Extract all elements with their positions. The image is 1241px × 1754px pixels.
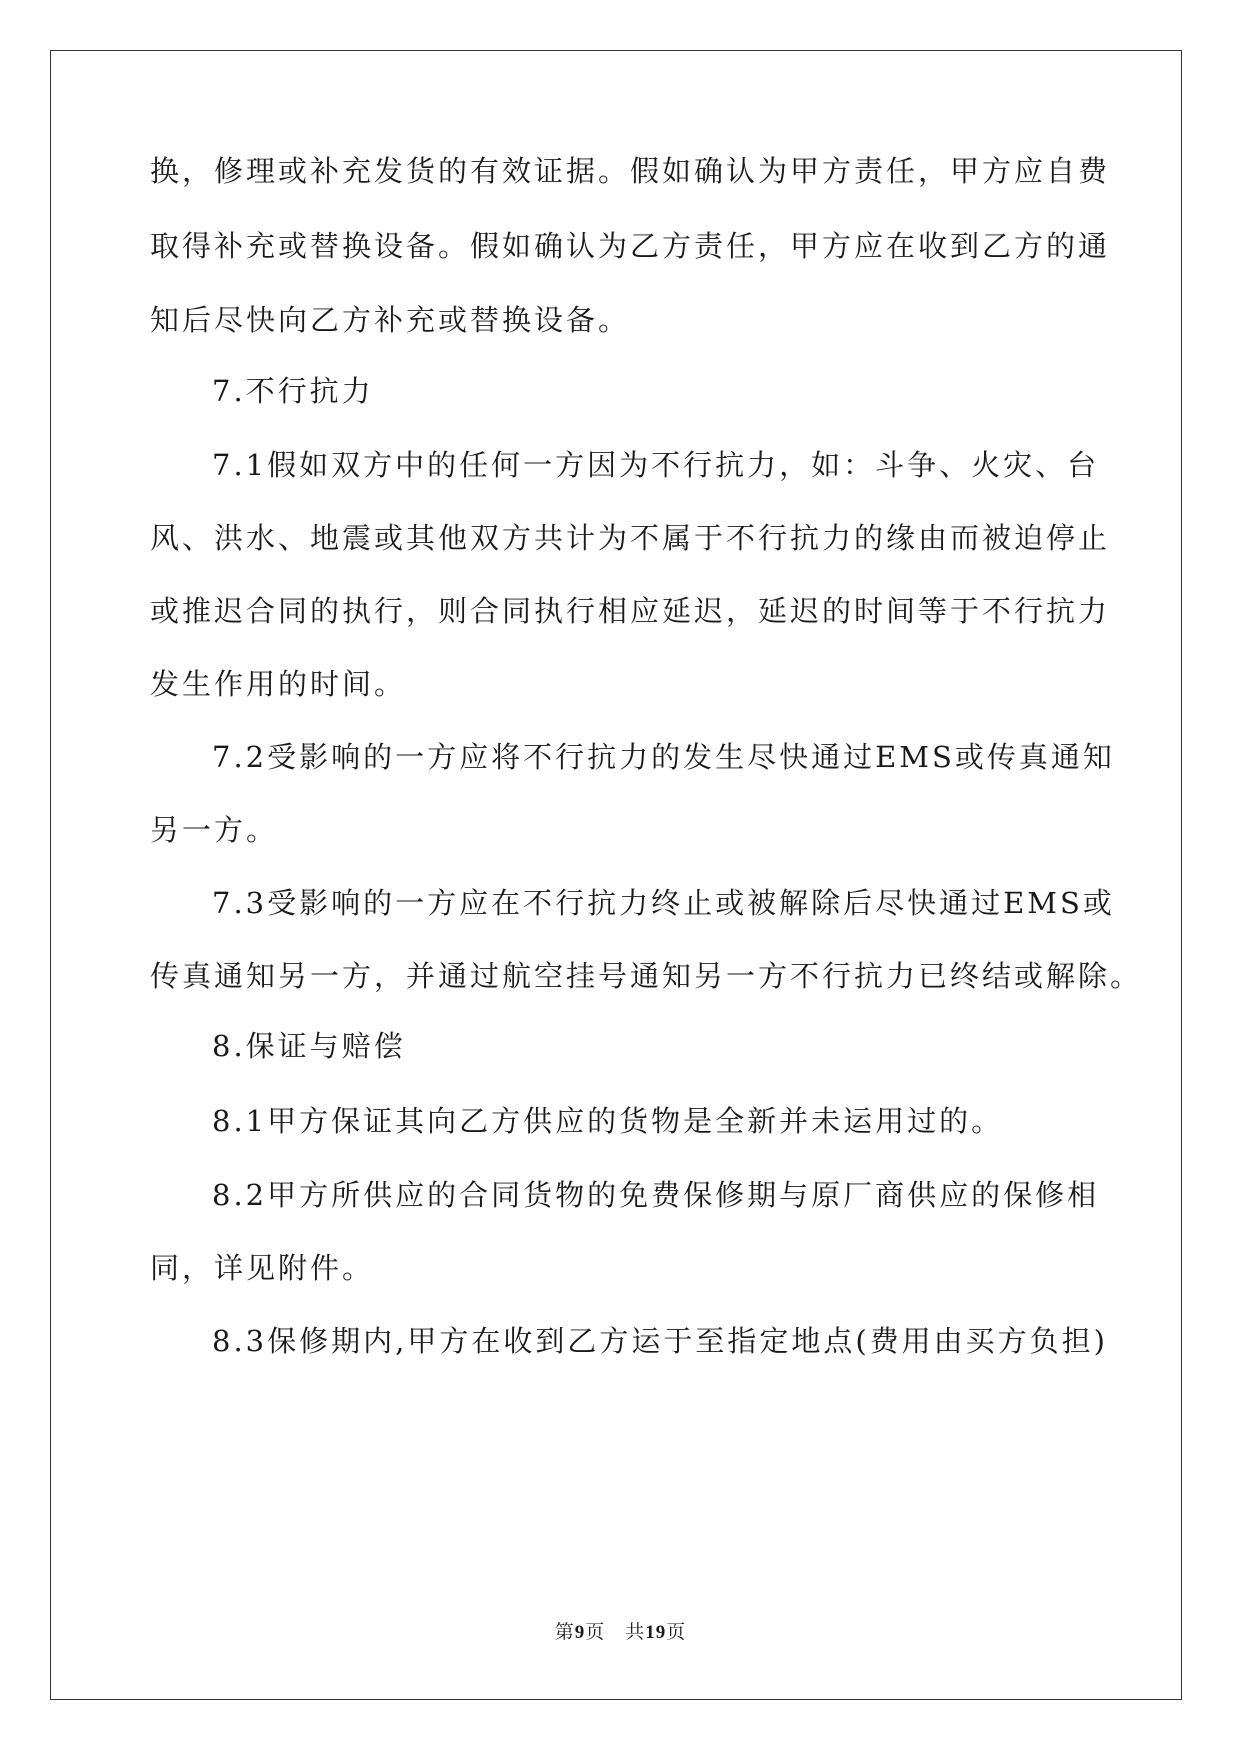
body-line: 知后尽快向乙方补充或替换设备。	[150, 303, 631, 337]
body-line: 换，修理或补充发货的有效证据。假如确认为甲方责任，甲方应自费	[150, 154, 1111, 188]
page-footer	[0, 1617, 1241, 1644]
footer-mid: 页 共	[585, 1621, 646, 1643]
body-line: 8.3保修期内,甲方在收到乙方运于至指定地点(费用由买方负担)	[212, 1324, 1108, 1358]
page-frame	[50, 50, 1182, 1700]
body-line: 传真通知另一方，并通过航空挂号通知另一方不行抗力已终结或解除。	[150, 959, 1143, 993]
footer-page-number: 9	[574, 1622, 586, 1643]
body-line: 8.2甲方所供应的合同货物的免费保修期与原厂商供应的保修相	[212, 1178, 1100, 1212]
body-line: 或推迟合同的执行，则合同执行相应延迟，延迟的时间等于不行抗力	[150, 594, 1111, 628]
footer-suffix: 页	[666, 1621, 687, 1643]
body-line: 风、洪水、地震或其他双方共计为不属于不行抗力的缘由而被迫停止	[150, 521, 1111, 555]
body-line: 另一方。	[150, 813, 279, 847]
body-line: 发生作用的时间。	[150, 667, 407, 701]
body-line: 取得补充或替换设备。假如确认为乙方责任，甲方应在收到乙方的通	[150, 229, 1111, 263]
section-heading-7: 7.不行抗力	[212, 374, 374, 408]
body-line: 8.1甲方保证其向乙方供应的货物是全新并未运用过的。	[212, 1104, 1004, 1138]
body-line: 7.2受影响的一方应将不行抗力的发生尽快通过EMS或传真通知	[212, 740, 1115, 774]
body-line: 同，详见附件。	[150, 1251, 375, 1285]
footer-prefix: 第	[554, 1621, 575, 1643]
body-line: 7.3受影响的一方应在不行抗力终止或被解除后尽快通过EMS或	[212, 886, 1115, 920]
section-heading-8: 8.保证与赔偿	[212, 1029, 406, 1063]
footer-total-pages: 19	[645, 1622, 667, 1643]
body-line: 7.1假如双方中的任何一方因为不行抗力，如：斗争、火灾、台	[212, 448, 1100, 482]
